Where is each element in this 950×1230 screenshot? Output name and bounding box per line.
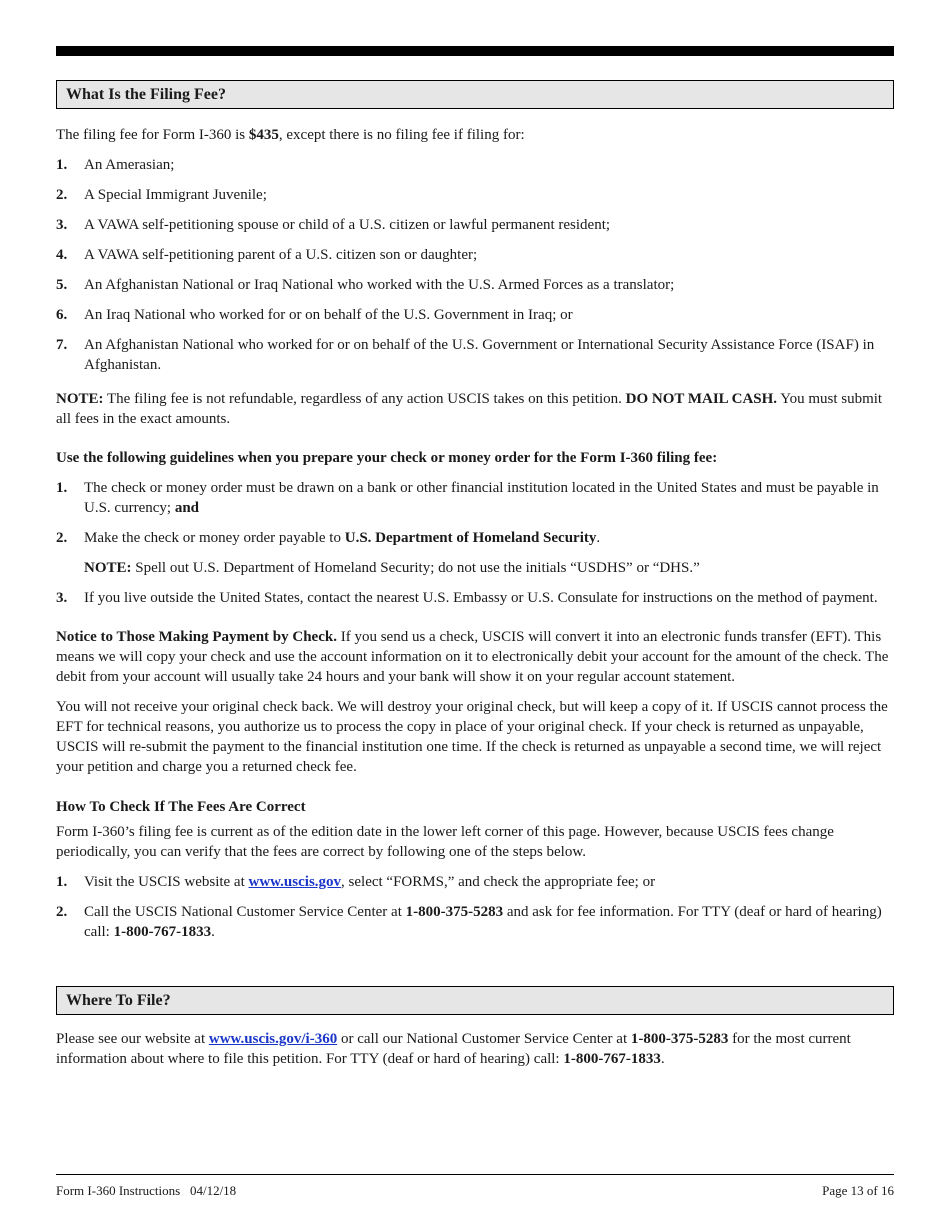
guideline-item: 1. The check or money order must be drawn on a bank or other financial institution located in the United States and must be payable in U.S. currency; and: [56, 480, 879, 516]
guideline-item: 2. Make the check or money order payable to U.S. Department of Homeland Security. NOTE: Spell out U.S. Department of Homeland Security; do not use the initials “USDHS” or “DHS.”: [56, 528, 894, 578]
exemption-number: 5.: [56, 277, 68, 293]
fee-intro: The filing fee for Form I-360 is $435, except there is no filing fee if filing for:: [56, 127, 525, 143]
exemption-number: 1.: [56, 157, 68, 173]
guidelines-heading: Use the following guidelines when you prepare your check or money order for the Form I-360 filing fee:: [56, 450, 718, 466]
where-to-file-paragraph: Please see our website at www.uscis.gov/i-360 or call our National Customer Service Center at 1-800-375-5283 for the most current information about where to file this petition. For TTY (deaf or hard of hearing) call: 1-800-767-1833.: [56, 1031, 851, 1067]
exemption-text: An Amerasian;: [84, 157, 175, 173]
exemption-number: 2.: [56, 187, 68, 203]
exemption-item: [56, 155, 894, 175]
section-heading-filing-fee: What Is the Filing Fee?: [56, 80, 894, 109]
check-fees-heading: How To Check If The Fees Are Correct: [56, 799, 306, 815]
exemption-text: An Afghanistan National who worked for or on behalf of the U.S. Government or International Security Assistance Force (ISAF) in Afghanistan.: [84, 337, 875, 373]
check-fees-paragraph: Form I-360’s filing fee is current as of the edition date in the lower left corner of this page. However, because USCIS fees change periodically, you can verify that the fees are correct by following one of the steps below.: [56, 824, 834, 860]
exemption-item: [56, 215, 894, 235]
fee-amount: $435: [248, 127, 279, 143]
footer-rule: [56, 1174, 894, 1175]
page-footer: [56, 1183, 894, 1199]
uscis-website-link[interactable]: www.uscis.gov: [248, 874, 342, 890]
exemption-text: A VAWA self-petitioning spouse or child of a U.S. citizen or lawful permanent resident;: [84, 217, 611, 233]
exemption-item: [56, 185, 894, 205]
exemption-number: 6.: [56, 307, 68, 323]
footer-form-edition: Form I-360 Instructions 04/12/18: [56, 1183, 237, 1198]
exemption-number: 3.: [56, 217, 68, 233]
exemption-number: 7.: [56, 337, 68, 353]
fee-note: NOTE: The filing fee is not refundable, regardless of any action USCIS takes on this petition. DO NOT MAIL CASH. You must submit all fees in the exact amounts.: [56, 391, 883, 427]
exemption-item: [56, 335, 894, 375]
exemption-text: An Iraq National who worked for or on behalf of the U.S. Government in Iraq; or: [84, 307, 573, 323]
exemption-item: [56, 245, 894, 265]
footer-page-number: Page 13 of 16: [822, 1183, 894, 1198]
section-heading-where-to-file: Where To File?: [56, 986, 894, 1015]
exemption-text: A Special Immigrant Juvenile;: [84, 187, 267, 203]
guideline-note: NOTE: Spell out U.S. Department of Homeland Security; do not use the initials “USDHS” or “DHS.”: [84, 560, 700, 576]
original-check-paragraph: You will not receive your original check back. We will destroy your original check, but will keep a copy of it. If USCIS cannot process the EFT for technical reasons, you authorize us to process the copy in place of your original check. If your check is returned as unpayable, USCIS will re-submit the payment to the financial institution one time. If the check is returned as unpayable a second time, we will reject your petition and charge you a returned check fee.: [56, 699, 888, 775]
step-item: 1. Visit the USCIS website at www.uscis.gov, select “FORMS,” and check the appropriate fee; or: [56, 874, 656, 890]
top-rule: [56, 46, 894, 56]
exemption-text: A VAWA self-petitioning parent of a U.S. citizen son or daughter;: [84, 247, 478, 263]
page-content: [56, 46, 894, 1069]
check-payment-notice: Notice to Those Making Payment by Check. If you send us a check, USCIS will convert it into an electronic funds transfer (EFT). This means we will copy your check and use the account information on it to electronically debit your account for the amount of the check. The debit from your account will usually take 24 hours and your bank will show it on your regular account statement.: [56, 629, 889, 685]
check-fees-steps: [56, 872, 894, 942]
guideline-item: 3. If you live outside the United States, contact the nearest U.S. Embassy or U.S. Consulate for instructions on the method of payment.: [56, 590, 878, 606]
exemption-item: [56, 305, 894, 325]
exemption-list: [56, 155, 894, 375]
exemption-item: [56, 275, 894, 295]
exemption-number: 4.: [56, 247, 68, 263]
i360-page-link[interactable]: www.uscis.gov/i-360: [208, 1031, 338, 1047]
guidelines-list: [56, 478, 894, 608]
step-item: 2. Call the USCIS National Customer Service Center at 1-800-375-5283 and ask for fee information. For TTY (deaf or hard of hearing) call: 1-800-767-1833.: [56, 904, 882, 940]
exemption-text: An Afghanistan National or Iraq National who worked with the U.S. Armed Forces as a translator;: [84, 277, 675, 293]
